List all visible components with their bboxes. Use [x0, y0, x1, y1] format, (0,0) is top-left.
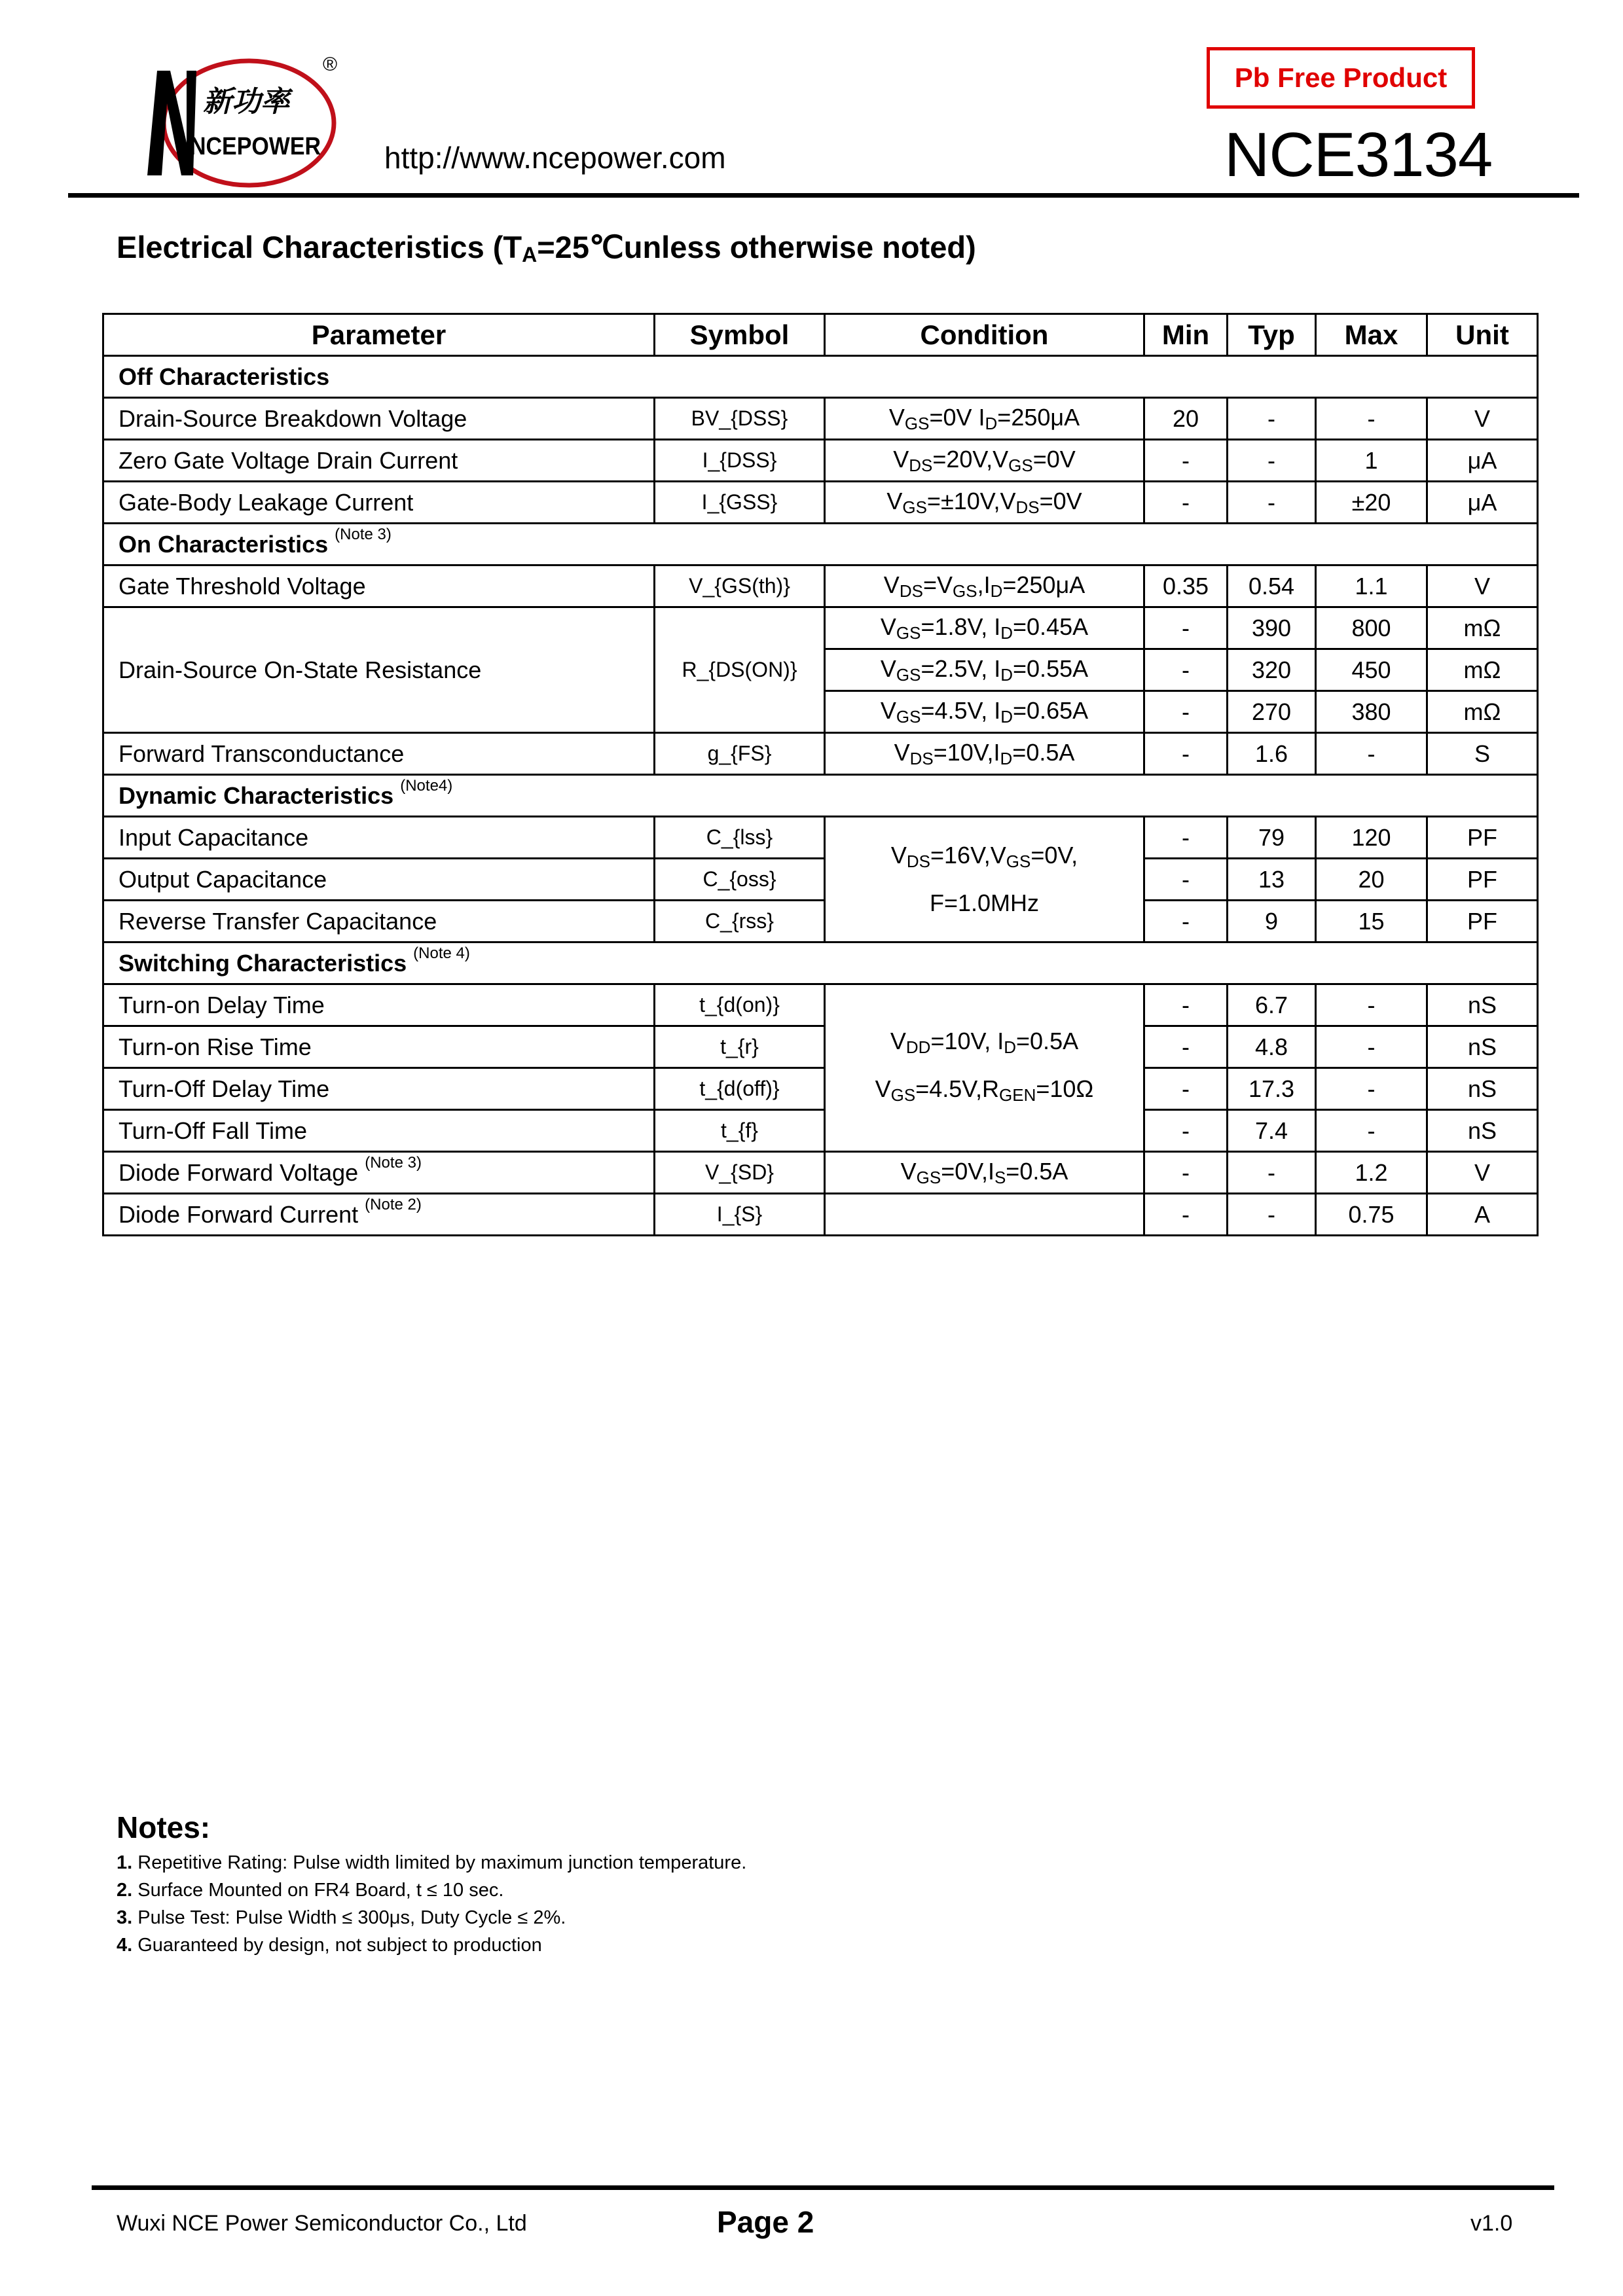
max-cell: 1 — [1316, 440, 1427, 482]
typ-cell: - — [1228, 482, 1316, 524]
unit-cell: μA — [1427, 482, 1538, 524]
note-text: Repetitive Rating: Pulse width limited by maximum junction temperature. — [132, 1852, 747, 1873]
title-suffix: =25℃unless otherwise noted) — [537, 230, 976, 264]
note-text: Guaranteed by design, not subject to production — [132, 1935, 542, 1956]
note-item — [117, 1935, 542, 1956]
max-cell: 1.1 — [1316, 565, 1427, 607]
pb-free-badge: Pb Free Product — [1207, 47, 1475, 109]
typ-cell: 17.3 — [1228, 1068, 1316, 1110]
parameter-cell — [103, 482, 655, 524]
max-cell: 0.75 — [1316, 1194, 1427, 1236]
max-cell: - — [1316, 1110, 1427, 1152]
symbol-cell: I_{S} — [655, 1194, 825, 1236]
column-header-max: Max — [1316, 314, 1427, 356]
note-ref: (Note 4) — [413, 944, 470, 962]
table-row — [103, 440, 1538, 482]
table-row — [103, 1068, 1538, 1110]
note-number: 2. — [117, 1880, 133, 1901]
svg-text:®: ® — [323, 54, 338, 75]
condition-cell: $V_{GS}=1.8V$, $I_D=0.45A$ — [825, 607, 1144, 649]
parameter-name: Input Capacitance — [119, 823, 309, 851]
unit-cell: mΩ — [1427, 691, 1538, 733]
column-header-parameter: Parameter — [103, 314, 655, 356]
condition-cell: $V_{GS}=4.5V$, $I_D=0.65A$ — [825, 691, 1144, 733]
section-row — [103, 356, 1538, 398]
unit-cell: V — [1427, 398, 1538, 440]
typ-cell: - — [1228, 398, 1316, 440]
max-cell: ±20 — [1316, 482, 1427, 524]
section-heading — [103, 356, 1538, 398]
unit-cell: V — [1427, 565, 1538, 607]
table-row — [103, 482, 1538, 524]
typ-cell: 390 — [1228, 607, 1316, 649]
min-cell: - — [1144, 482, 1228, 524]
parameter-cell — [103, 1152, 655, 1194]
note-text: Pulse Test: Pulse Width ≤ 300μs, Duty Cycle ≤ 2%. — [132, 1907, 566, 1928]
header-divider — [68, 193, 1579, 198]
min-cell: - — [1144, 733, 1228, 775]
title-subscript: A — [522, 243, 538, 266]
note-ref: (Note 2) — [365, 1195, 422, 1213]
title-prefix: Electrical Characteristics (T — [117, 230, 522, 264]
max-cell: - — [1316, 733, 1427, 775]
parameter-name: Diode Forward Voltage — [119, 1158, 359, 1186]
unit-cell: μA — [1427, 440, 1538, 482]
svg-text:新功率: 新功率 — [203, 85, 289, 118]
symbol-cell: t_{r} — [655, 1026, 825, 1068]
min-cell: - — [1144, 859, 1228, 901]
symbol-cell: t_{d(on)} — [655, 984, 825, 1026]
typ-cell: - — [1228, 440, 1316, 482]
note-ref: (Note 3) — [365, 1153, 422, 1172]
min-cell: - — [1144, 649, 1228, 691]
min-cell: - — [1144, 1194, 1228, 1236]
parameter-name: Turn-on Rise Time — [119, 1033, 312, 1060]
section-heading — [103, 775, 1538, 817]
note-item — [117, 1852, 746, 1874]
typ-cell: 4.8 — [1228, 1026, 1316, 1068]
parameter-name: Reverse Transfer Capacitance — [119, 907, 437, 935]
section-title: Off Characteristics — [119, 363, 330, 390]
notes-title: Notes: — [117, 1810, 211, 1844]
footer-company: Wuxi NCE Power Semiconductor Co., Ltd — [117, 2211, 527, 2236]
min-cell: - — [1144, 901, 1228, 942]
condition-cell: $V_{DS}=V_{GS},I_D=250\mu A$ — [825, 565, 1144, 607]
parameter-cell — [103, 1026, 655, 1068]
table-row — [103, 398, 1538, 440]
symbol-cell: V_{SD} — [655, 1152, 825, 1194]
table-row — [103, 607, 1538, 649]
symbol-cell: BV_{DSS} — [655, 398, 825, 440]
note-number: 4. — [117, 1935, 133, 1956]
parameter-name: Drain-Source On-State Resistance — [119, 656, 482, 683]
unit-cell: S — [1427, 733, 1538, 775]
symbol-cell: I_{DSS} — [655, 440, 825, 482]
note-number: 1. — [117, 1852, 133, 1873]
typ-cell: - — [1228, 1194, 1316, 1236]
min-cell: - — [1144, 1068, 1228, 1110]
note-text: Surface Mounted on FR4 Board, t ≤ 10 sec. — [132, 1880, 504, 1901]
symbol-cell: C_{rss} — [655, 901, 825, 942]
parameter-cell — [103, 1068, 655, 1110]
parameter-cell — [103, 984, 655, 1026]
parameter-cell — [103, 733, 655, 775]
section-row — [103, 524, 1538, 565]
symbol-cell: C_{lss} — [655, 817, 825, 859]
note-ref: (Note4) — [400, 776, 453, 795]
min-cell: - — [1144, 984, 1228, 1026]
max-cell: 380 — [1316, 691, 1427, 733]
typ-cell: 79 — [1228, 817, 1316, 859]
unit-cell: V — [1427, 1152, 1538, 1194]
unit-cell: PF — [1427, 859, 1538, 901]
section-row — [103, 775, 1538, 817]
section-title: Switching Characteristics — [119, 949, 407, 977]
min-cell: 20 — [1144, 398, 1228, 440]
max-cell: 15 — [1316, 901, 1427, 942]
parameter-name: Turn-on Delay Time — [119, 991, 325, 1018]
ncepower-logo — [141, 51, 344, 188]
unit-cell: nS — [1427, 984, 1538, 1026]
unit-cell: mΩ — [1427, 649, 1538, 691]
parameter-cell — [103, 817, 655, 859]
min-cell: - — [1144, 607, 1228, 649]
section-heading — [103, 942, 1538, 984]
condition-cell: $V_{DS}=16V,V_{GS}=0V$, F=1.0MHz — [825, 817, 1144, 942]
symbol-cell: t_{f} — [655, 1110, 825, 1152]
parameter-cell — [103, 398, 655, 440]
column-header-min: Min — [1144, 314, 1228, 356]
parameter-name: Drain-Source Breakdown Voltage — [119, 404, 467, 432]
table-row — [103, 1194, 1538, 1236]
part-number: NCE3134 — [1224, 120, 1493, 190]
table-row — [103, 859, 1538, 901]
table-row — [103, 901, 1538, 942]
table-row — [103, 817, 1538, 859]
min-cell: - — [1144, 1152, 1228, 1194]
unit-cell: nS — [1427, 1110, 1538, 1152]
column-header-unit: Unit — [1427, 314, 1538, 356]
page-number: Page 2 — [717, 2205, 814, 2239]
min-cell: - — [1144, 440, 1228, 482]
symbol-cell: C_{oss} — [655, 859, 825, 901]
max-cell: 1.2 — [1316, 1152, 1427, 1194]
table-header-row — [103, 314, 1538, 356]
max-cell: 20 — [1316, 859, 1427, 901]
table-row — [103, 1152, 1538, 1194]
unit-cell: A — [1427, 1194, 1538, 1236]
table-row — [103, 1026, 1538, 1068]
footer-divider — [92, 2185, 1554, 2190]
condition-cell: $V_{GS}=0V$ $I_D=250\mu A$ — [825, 398, 1144, 440]
unit-cell: PF — [1427, 901, 1538, 942]
parameter-name: Turn-Off Fall Time — [119, 1117, 308, 1144]
note-item — [117, 1907, 566, 1929]
parameter-cell — [103, 1110, 655, 1152]
typ-cell: 270 — [1228, 691, 1316, 733]
website-link[interactable]: http://www.ncepower.com — [384, 141, 726, 175]
typ-cell: 13 — [1228, 859, 1316, 901]
condition-cell: $V_{GS}=2.5V$, $I_D=0.55A$ — [825, 649, 1144, 691]
typ-cell: 6.7 — [1228, 984, 1316, 1026]
max-cell: - — [1316, 398, 1427, 440]
symbol-cell: R_{DS(ON)} — [655, 607, 825, 733]
document-version: v1.0 — [1470, 2211, 1513, 2236]
parameter-cell — [103, 901, 655, 942]
parameter-name: Zero Gate Voltage Drain Current — [119, 446, 458, 474]
column-header-symbol: Symbol — [655, 314, 825, 356]
parameter-name: Diode Forward Current — [119, 1200, 359, 1228]
typ-cell: - — [1228, 1152, 1316, 1194]
typ-cell: 1.6 — [1228, 733, 1316, 775]
max-cell: 800 — [1316, 607, 1427, 649]
max-cell: 450 — [1316, 649, 1427, 691]
min-cell: - — [1144, 691, 1228, 733]
unit-cell: PF — [1427, 817, 1538, 859]
min-cell: - — [1144, 817, 1228, 859]
column-header-typ: Typ — [1228, 314, 1316, 356]
condition-cell: $V_{GS}=0V,I_S=0.5A$ — [825, 1152, 1144, 1194]
max-cell: - — [1316, 1026, 1427, 1068]
section-title — [117, 229, 976, 267]
condition-cell: $V_{DS}=10V,I_D=0.5A$ — [825, 733, 1144, 775]
section-heading — [103, 524, 1538, 565]
section-title: On Characteristics — [119, 530, 329, 558]
parameter-name: Forward Transconductance — [119, 740, 405, 767]
table-row — [103, 1110, 1538, 1152]
parameter-cell — [103, 440, 655, 482]
min-cell: - — [1144, 1026, 1228, 1068]
table-row — [103, 565, 1538, 607]
min-cell: 0.35 — [1144, 565, 1228, 607]
max-cell: - — [1316, 984, 1427, 1026]
unit-cell: mΩ — [1427, 607, 1538, 649]
note-ref: (Note 3) — [335, 525, 392, 543]
table-row — [103, 733, 1538, 775]
parameter-cell — [103, 1194, 655, 1236]
svg-text:NCEPOWER: NCEPOWER — [190, 133, 321, 160]
section-row — [103, 942, 1538, 984]
electrical-characteristics-table — [102, 313, 1539, 1236]
typ-cell: 0.54 — [1228, 565, 1316, 607]
parameter-name: Turn-Off Delay Time — [119, 1075, 330, 1102]
condition-cell: $V_{GS}=\pm 10V,V_{DS}=0V$ — [825, 482, 1144, 524]
parameter-name: Gate Threshold Voltage — [119, 572, 366, 600]
condition-cell: $V_{DS}=20V,V_{GS}=0V$ — [825, 440, 1144, 482]
typ-cell: 320 — [1228, 649, 1316, 691]
note-number: 3. — [117, 1907, 133, 1928]
parameter-cell — [103, 607, 655, 733]
table-row — [103, 984, 1538, 1026]
symbol-cell: V_{GS(th)} — [655, 565, 825, 607]
note-item — [117, 1880, 503, 1901]
typ-cell: 7.4 — [1228, 1110, 1316, 1152]
symbol-cell: g_{FS} — [655, 733, 825, 775]
symbol-cell: t_{d(off)} — [655, 1068, 825, 1110]
parameter-cell — [103, 565, 655, 607]
column-header-condition: Condition — [825, 314, 1144, 356]
unit-cell: nS — [1427, 1026, 1538, 1068]
parameter-cell — [103, 859, 655, 901]
unit-cell: nS — [1427, 1068, 1538, 1110]
condition-cell: $V_{DD}=10V$, $I_D=0.5A$ $V_{GS}=4.5V,R_{GEN}=10\Omega$ — [825, 984, 1144, 1152]
parameter-name: Output Capacitance — [119, 865, 327, 893]
parameter-name: Gate-Body Leakage Current — [119, 488, 414, 516]
condition-cell — [825, 1194, 1144, 1236]
max-cell: 120 — [1316, 817, 1427, 859]
symbol-cell: I_{GSS} — [655, 482, 825, 524]
section-title: Dynamic Characteristics — [119, 781, 394, 809]
min-cell: - — [1144, 1110, 1228, 1152]
max-cell: - — [1316, 1068, 1427, 1110]
typ-cell: 9 — [1228, 901, 1316, 942]
